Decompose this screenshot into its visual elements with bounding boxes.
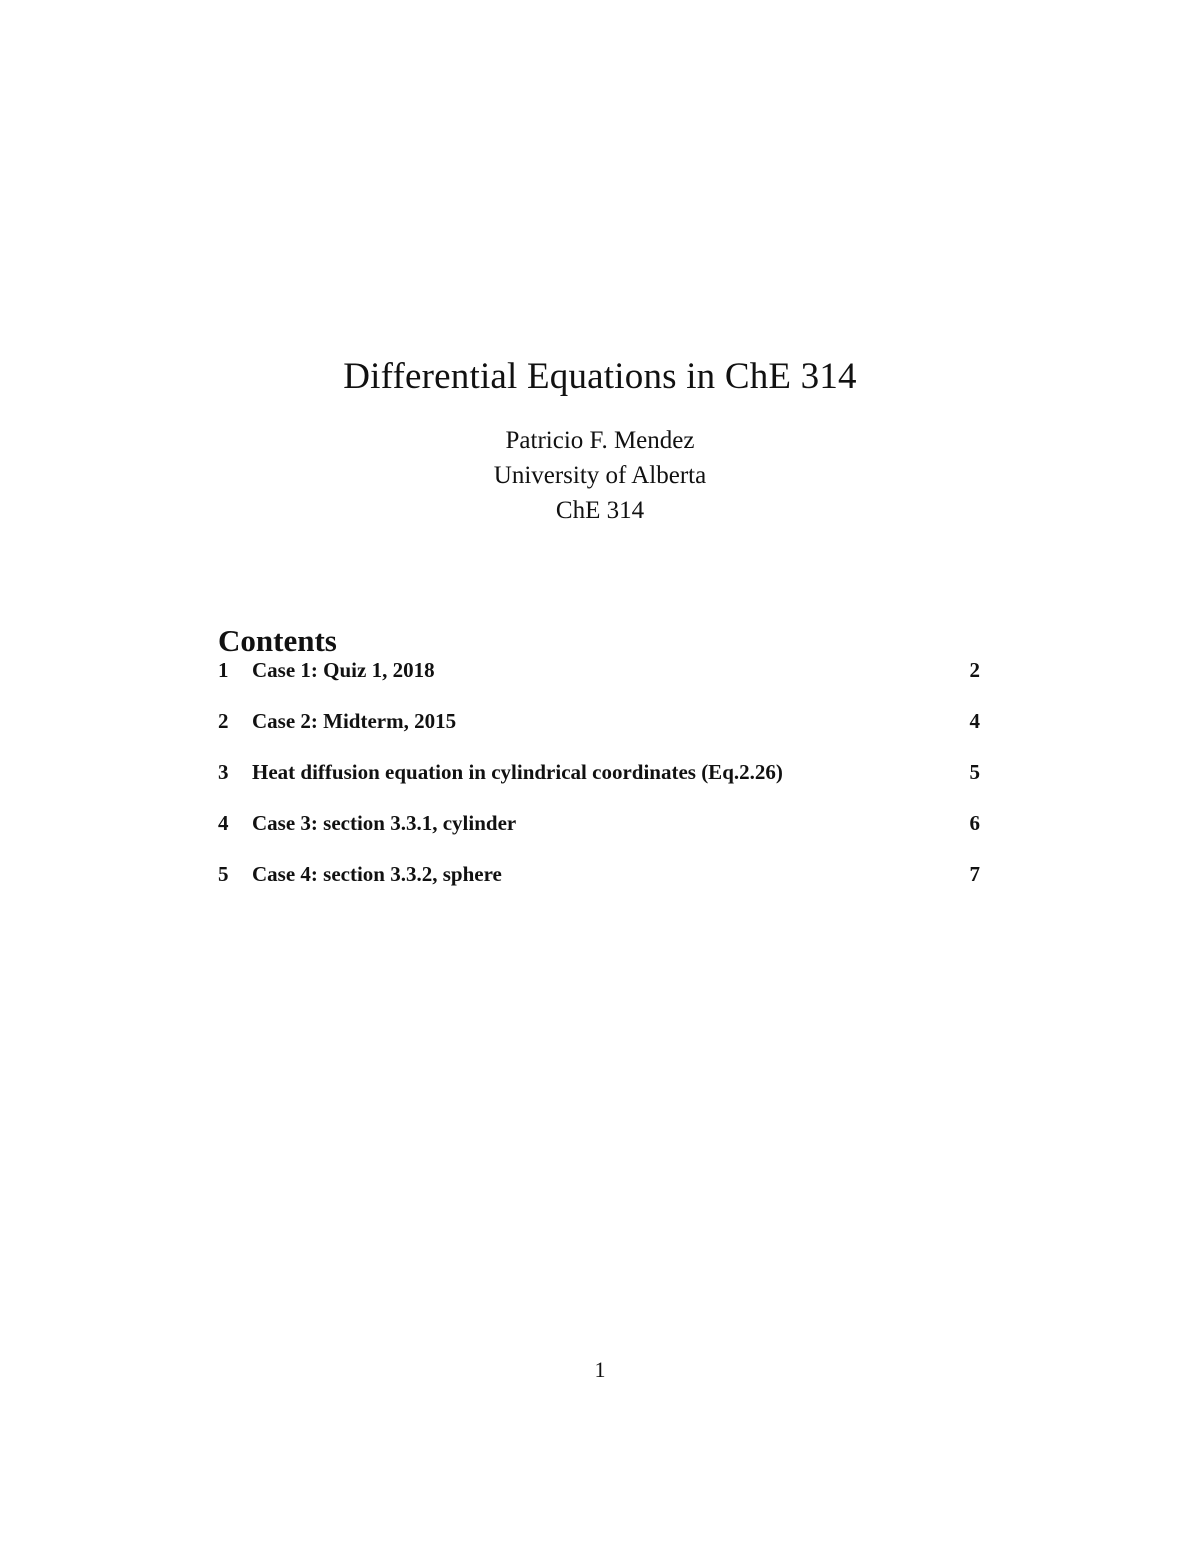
toc-entry-page[interactable]: 7 — [969, 862, 980, 886]
toc-entry[interactable] — [218, 858, 980, 909]
toc-entry-number: 4 — [218, 811, 229, 835]
document-title: Differential Equations in ChE 314 — [343, 355, 857, 397]
author-affiliation: University of Alberta — [493, 462, 707, 489]
toc-entry-label[interactable]: Heat diffusion equation in cylindrical coordinates (Eq.2.26) — [252, 760, 783, 784]
toc-entry-number: 3 — [218, 760, 229, 784]
toc-entry-number: 5 — [218, 862, 229, 886]
author-block — [0, 423, 1200, 528]
page-number: 1 — [594, 1357, 606, 1382]
toc-entry-page[interactable]: 2 — [969, 658, 980, 682]
toc-entry-page[interactable]: 6 — [969, 811, 980, 835]
contents-heading: Contents — [218, 622, 337, 658]
toc-entry-label[interactable]: Case 4: section 3.3.2, sphere — [252, 862, 502, 886]
author-name: Patricio F. Mendez — [505, 427, 695, 454]
toc-entry-label[interactable]: Case 1: Quiz 1, 2018 — [252, 658, 435, 682]
toc-entry[interactable] — [218, 705, 980, 756]
toc-entry[interactable] — [218, 807, 980, 858]
toc-entry-label[interactable]: Case 3: section 3.3.1, cylinder — [252, 811, 517, 835]
toc-entry-number: 1 — [218, 658, 229, 682]
toc-entry-page[interactable]: 4 — [969, 709, 980, 733]
toc-entry-label[interactable]: Case 2: Midterm, 2015 — [252, 709, 457, 733]
table-of-contents — [218, 654, 980, 909]
toc-entry-number: 2 — [218, 709, 229, 733]
toc-entry[interactable] — [218, 756, 980, 807]
toc-entry-page[interactable]: 5 — [969, 760, 980, 784]
course-name: ChE 314 — [555, 497, 645, 524]
toc-entry[interactable] — [218, 654, 980, 705]
